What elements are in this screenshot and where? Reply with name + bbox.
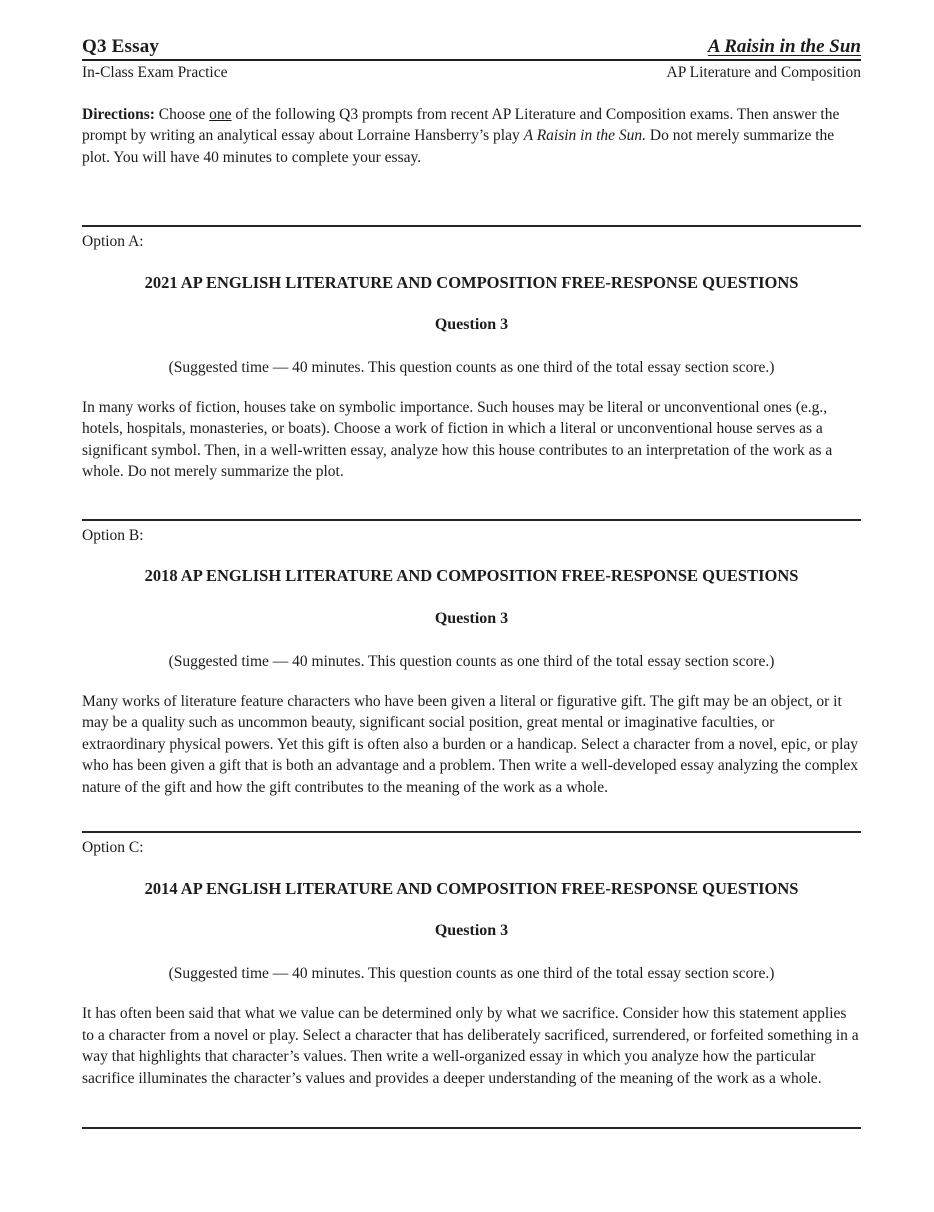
course-name: AP Literature and Composition — [666, 64, 861, 81]
option-b-section — [82, 519, 861, 798]
document-header — [82, 36, 861, 61]
option-c-label: Option C: — [82, 839, 144, 857]
option-a-question-heading: Question 3 — [434, 315, 509, 333]
option-c-time-note: (Suggested time — 40 minutes. This question counts as one third of the total essay section score.) — [168, 965, 775, 983]
assignment-title: Q3 Essay — [82, 36, 160, 57]
book-title: A Raisin in the Sun — [707, 36, 861, 57]
option-b-label: Option B: — [82, 527, 144, 544]
directions-choose-text: Choose — [158, 106, 206, 123]
option-c-question-heading: Question 3 — [434, 922, 509, 940]
option-a-time-note: (Suggested time — 40 minutes. This question counts as one third of the total essay section score.) — [168, 358, 775, 376]
option-b-exam-heading: 2018 AP ENGLISH LITERATURE AND COMPOSITION FREE-RESPONSE QUESTIONS — [144, 566, 799, 586]
document-subheader — [82, 64, 861, 82]
option-a-label: Option A: — [82, 233, 144, 251]
option-c-section — [82, 831, 861, 1089]
option-b-prompt: Many works of literature feature characters who have been given a literal or figurative gift. The gift may be an object, or it may be a quality such as uncommon beauty, significant social position, great mental or imaginative faculties, or extraordinary physical powers. Yet this gift is often also a burden or a handicap. Select a character from a novel, epic, or play who has been given a gift that is both an advantage and a problem. Then write a well-developed essay analyzing the complex nature of the gift and how the gift contributes to the meaning of the work as a whole. — [82, 692, 859, 796]
directions-play-title: A Raisin in the Sun. — [523, 127, 647, 145]
assignment-subtitle: In-Class Exam Practice — [82, 64, 228, 81]
directions-one-underlined: one — [209, 106, 232, 123]
option-a-prompt: In many works of fiction, houses take on symbolic importance. Such houses may be literal or unconventional ones (e.g., hotels, hospitals, monasteries, or boats). Choose a work of fiction in which a literal or unconventional house serves as a significant symbol. Then, in a well-written essay, analyze how this house contributes to an interpretation of the work as a whole. Do not merely summarize the plot. — [82, 398, 833, 481]
directions-paragraph — [82, 104, 861, 168]
option-c-exam-heading: 2014 AP ENGLISH LITERATURE AND COMPOSITION FREE-RESPONSE QUESTIONS — [144, 878, 799, 898]
directions-middle-text: of the following Q3 prompts from recent AP Literature and Composition exams. Then answer the prompt by writing an analytical essay about Lorraine Hansberry’s play — [82, 106, 840, 145]
option-a-section — [82, 225, 861, 483]
option-a-exam-heading: 2021 AP ENGLISH LITERATURE AND COMPOSITION FREE-RESPONSE QUESTIONS — [144, 272, 799, 292]
directions-label: Directions: — [82, 106, 155, 123]
bottom-divider — [82, 1127, 861, 1129]
option-c-prompt: It has often been said that what we value can be determined only by what we sacrifice. Consider how this statement applies to a character from a novel or play. Select a character that has deliberately sacrificed, surrendered, or forfeited something in a way that highlights that character’s values. Then write a well-organized essay in which you analyze how the particular sacrifice illuminates the character’s values and provides a deeper understanding of the meaning of the work as a whole. — [82, 1005, 859, 1087]
directions-end-text: Do not merely summarize the plot. You will have 40 minutes to complete your essay. — [82, 127, 835, 166]
option-b-time-note: (Suggested time — 40 minutes. This question counts as one third of the total essay section score.) — [168, 652, 775, 670]
option-b-question-heading: Question 3 — [434, 609, 509, 627]
